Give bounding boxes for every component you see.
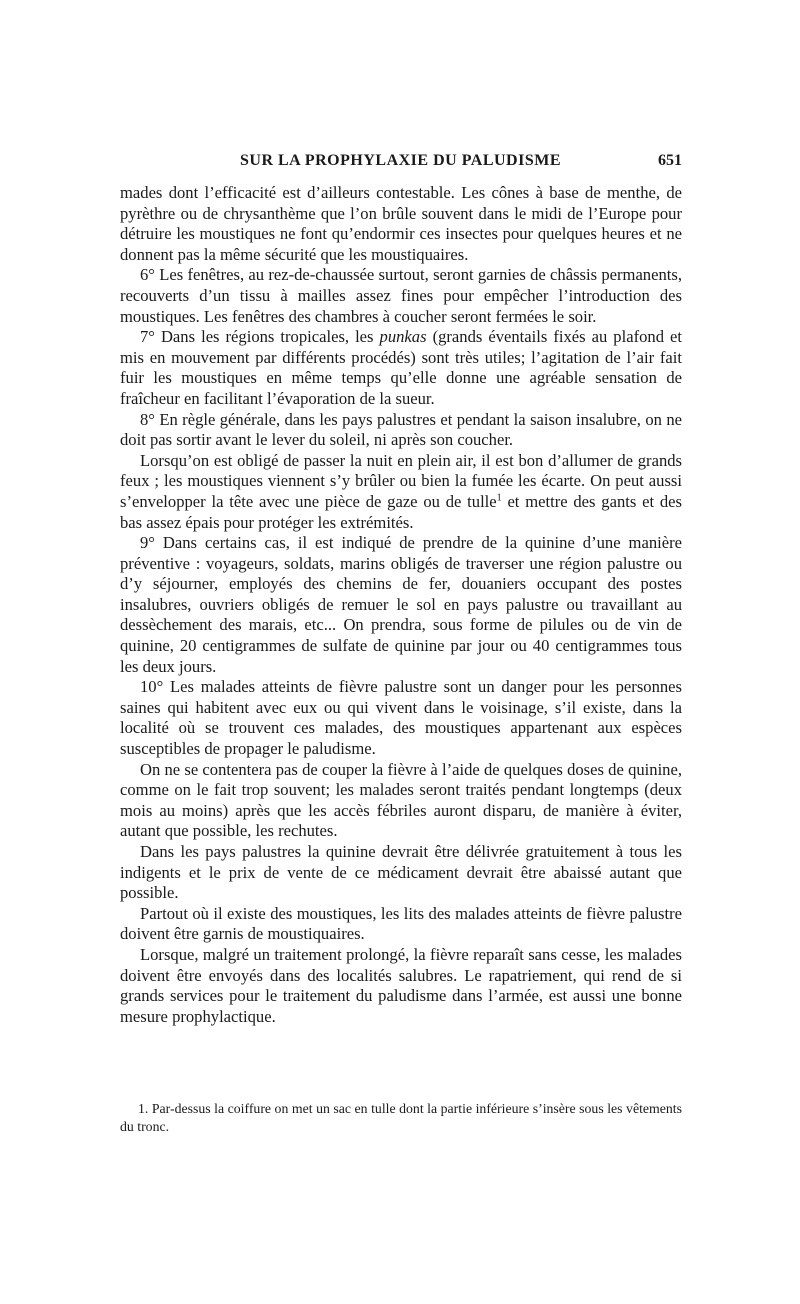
paragraph-4: 8° En règle générale, dans les pays palustres et pendant la saison insalubre, on ne doit pas sortir avant le lever du soleil, ni après son coucher. xyxy=(120,409,682,450)
paragraph-5 xyxy=(120,451,682,533)
punkas-term: punkas xyxy=(379,327,427,347)
running-title: SUR LA PROPHYLAXIE DU PALUDISME xyxy=(240,152,562,169)
paragraph-3-before: 7° Dans les régions tropicales, les xyxy=(140,327,380,347)
footnote-reference: 1 xyxy=(496,492,502,504)
page-header xyxy=(120,152,682,174)
footnote xyxy=(120,1100,682,1136)
paragraph-2: 6° Les fenêtres, au rez-de-chaussée surtout, seront garnies de châssis permanents, recouverts d’un tissu à mailles assez fines pour empêcher l’introduction des moustiques. Les fenêtres des chambres à coucher seront fermées le soir. xyxy=(120,265,682,326)
paragraph-3 xyxy=(120,327,682,409)
paragraph-6: 9° Dans certains cas, il est indiqué de prendre de la quinine d’une manière préventive : voyageurs, soldats, marins obligés de traverser une région palustre ou d’y séjourner, employés des chemins de fer, douaniers occupant des postes insalubres, ouvriers obligés de remuer le sol en pays palustre ou travaillant au dessèchement des marais, etc... On prendra, sous forme de pilules ou de vin de quinine, 20 centigrammes de sulfate de quinine par jour ou 40 centigrammes tous les deux jours. xyxy=(120,533,682,676)
paragraph-5-after: et mettre des gants et des bas assez épais pour protéger les extrémités. xyxy=(120,491,682,532)
paragraph-7: 10° Les malades atteints de fièvre palustre sont un danger pour les personnes saines qui habitent avec eux ou qui vivent dans le voisinage, s’il existe, dans la localité où se trouvent ces malades, des moustiques appartenant aux espèces susceptibles de propager le paludisme. xyxy=(120,677,682,759)
body-text xyxy=(120,183,682,1027)
paragraph-9: Dans les pays palustres la quinine devrait être délivrée gratuitement à tous les indigents et le prix de vente de ce médicament devrait être abaissé autant que possible. xyxy=(120,842,682,903)
paragraph-5-before: Lorsqu’on est obligé de passer la nuit en plein air, il est bon d’allumer de grands feux ; les moustiques viennent s’y brûler ou bien la fumée les écarte. On peut aussi s’envelopper la tête avec une pièce de gaze ou de tulle xyxy=(120,450,682,511)
footnote-text: Par-dessus la coiffure on met un sac en tulle dont la partie inférieure s’insère sous les vêtements du tronc. xyxy=(120,1101,682,1134)
paragraph-1: mades dont l’efficacité est d’ailleurs contestable. Les cônes à base de menthe, de pyrèthre ou de chrysanthème que l’on brûle souvent dans le midi de l’Europe pour détruire les moustiques ne font qu’endormir ces insectes pour quelques heures et ne donnent pas la même sécurité que les moustiquaires. xyxy=(120,183,682,264)
page-number: 651 xyxy=(658,152,682,169)
paragraph-10: Partout où il existe des moustiques, les lits des malades atteints de fièvre palustre doivent être garnis de moustiquaires. xyxy=(120,903,682,944)
paragraph-8: On ne se contentera pas de couper la fièvre à l’aide de quelques doses de quinine, comme on le fait trop souvent; les malades seront traités pendant longtemps (deux mois au moins) après que les accès fébriles auront disparu, de manière à éviter, autant que possible, les rechutes. xyxy=(120,759,682,841)
paragraph-3-after: (grands éventails fixés au plafond et mis en mouvement par différents procédés) sont très utiles; l’agitation de l’air fait fuir les moustiques en même temps qu’elle donne une agréable sensation de fraîcheur en facilitant l’évaporation de la sueur. xyxy=(120,327,682,408)
paragraph-11: Lorsque, malgré un traitement prolongé, la fièvre reparaît sans cesse, les malades doivent être envoyés dans des localités salubres. Le rapatriement, qui rend de si grands services pour le traitement du paludisme dans l’armée, est aussi une bonne mesure prophylactique. xyxy=(120,944,682,1026)
footnote-marker: 1. xyxy=(138,1101,149,1116)
